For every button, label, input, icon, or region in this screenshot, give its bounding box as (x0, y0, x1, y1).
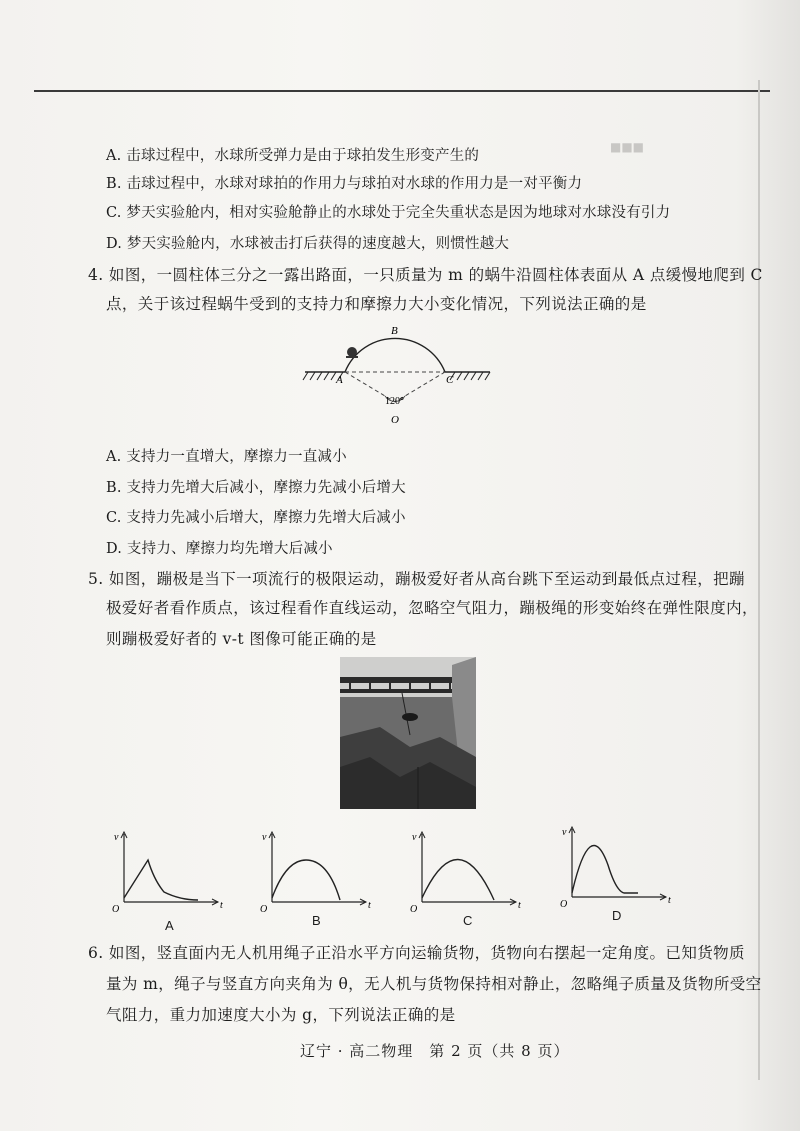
q3-option-b: B. 击球过程中，水球对球拍的作用力与球拍对水球的作用力是一对平衡力 (106, 176, 583, 192)
q3-option-d: D. 梦天实验舱内，水球被击打后获得的速度越大，则惯性越大 (106, 236, 510, 252)
graph-v-label: v (262, 832, 267, 843)
q6-stem-line2: 量为 m，绳子与竖直方向夹角为 θ，无人机与货物保持相对静止，忽略绳子质量及货物所受空 (106, 975, 762, 993)
label-o: O (391, 414, 399, 426)
graph-origin-label: O (410, 904, 418, 915)
graph-d-label: D (612, 908, 622, 923)
q6-stem-line3: 气阻力，重力加速度大小为 g，下列说法正确的是 (106, 1006, 456, 1024)
graph-t-label: t (368, 900, 371, 911)
page-footer: 辽宁 · 高二物理 第 2 页（共 8 页） (300, 1042, 570, 1060)
graph-curve (572, 845, 638, 893)
angle-label: 120° (385, 396, 404, 407)
q5-stem-line3: 则蹦极爱好者的 v-t 图像可能正确的是 (106, 630, 377, 648)
cylinder-arc (345, 338, 445, 372)
bleed-through: ■■■ (610, 140, 645, 154)
snail-icon (347, 347, 357, 357)
q6-stem-line1: 6. 如图，竖直面内无人机用绳子正沿水平方向运输货物，货物向右摆起一定角度。已知货物质 (88, 944, 745, 962)
q4-option-d: D. 支持力、摩擦力均先增大后减小 (106, 541, 333, 557)
bungee-photo-drawing (340, 657, 476, 809)
graph-b-label: B (312, 913, 321, 928)
graph-curve (422, 859, 494, 900)
graph-b (260, 832, 371, 915)
q3-option-a: A. 击球过程中，水球所受弹力是由于球拍发生形变产生的 (106, 148, 480, 164)
q4-option-b: B. 支持力先增大后减小，摩擦力先减小后增大 (106, 480, 406, 496)
graph-origin-label: O (560, 899, 568, 910)
label-c: C (446, 374, 454, 386)
graph-curve (124, 860, 198, 900)
graph-origin-label: O (260, 904, 268, 915)
q4-option-c: C. 支持力先减小后增大，摩擦力先增大后减小 (106, 510, 406, 526)
graph-v-label: v (114, 832, 119, 843)
q4-cylinder-figure (300, 320, 510, 430)
q5-vt-graphs (100, 825, 671, 925)
top-rule (34, 90, 770, 92)
label-b: B (391, 325, 398, 337)
q4-stem-line1: 4. 如图，一圆柱体三分之一露出路面，一只质量为 m 的蜗牛沿圆柱体表面从 A 点缓慢地爬到 C (88, 266, 763, 284)
bungee-photo (340, 657, 476, 809)
graph-t-label: t (518, 900, 521, 911)
q4-stem-line2: 点，关于该过程蜗牛受到的支持力和摩擦力大小变化情况，下列说法正确的是 (106, 295, 647, 313)
q5-stem-line1: 5. 如图，蹦极是当下一项流行的极限运动，蹦极爱好者从高台跳下至运动到最低点过程，把蹦 (88, 570, 745, 588)
label-a: A (336, 374, 343, 386)
q3-option-c: C. 梦天实验舱内，相对实验舱静止的水球处于完全失重状态是因为地球对水球没有引力 (106, 205, 671, 221)
ground-right-hatch (450, 372, 490, 380)
graph-v-label: v (562, 827, 567, 838)
graph-origin-label: O (112, 904, 120, 915)
graph-a (112, 832, 223, 915)
q5-stem-line2: 极爱好者看作质点，该过程看作直线运动，忽略空气阻力，蹦极绳的形变始终在弹性限度内， (106, 599, 758, 617)
q4-option-a: A. 支持力一直增大，摩擦力一直减小 (106, 449, 347, 465)
graph-c-label: C (463, 913, 473, 928)
page-edge (758, 80, 760, 1080)
graph-c (410, 832, 521, 915)
graph-d (560, 827, 671, 910)
graph-curve (272, 860, 340, 900)
graph-t-label: t (668, 895, 671, 906)
graph-v-label: v (412, 832, 417, 843)
graph-a-label: A (165, 918, 174, 933)
graph-t-label: t (220, 900, 223, 911)
